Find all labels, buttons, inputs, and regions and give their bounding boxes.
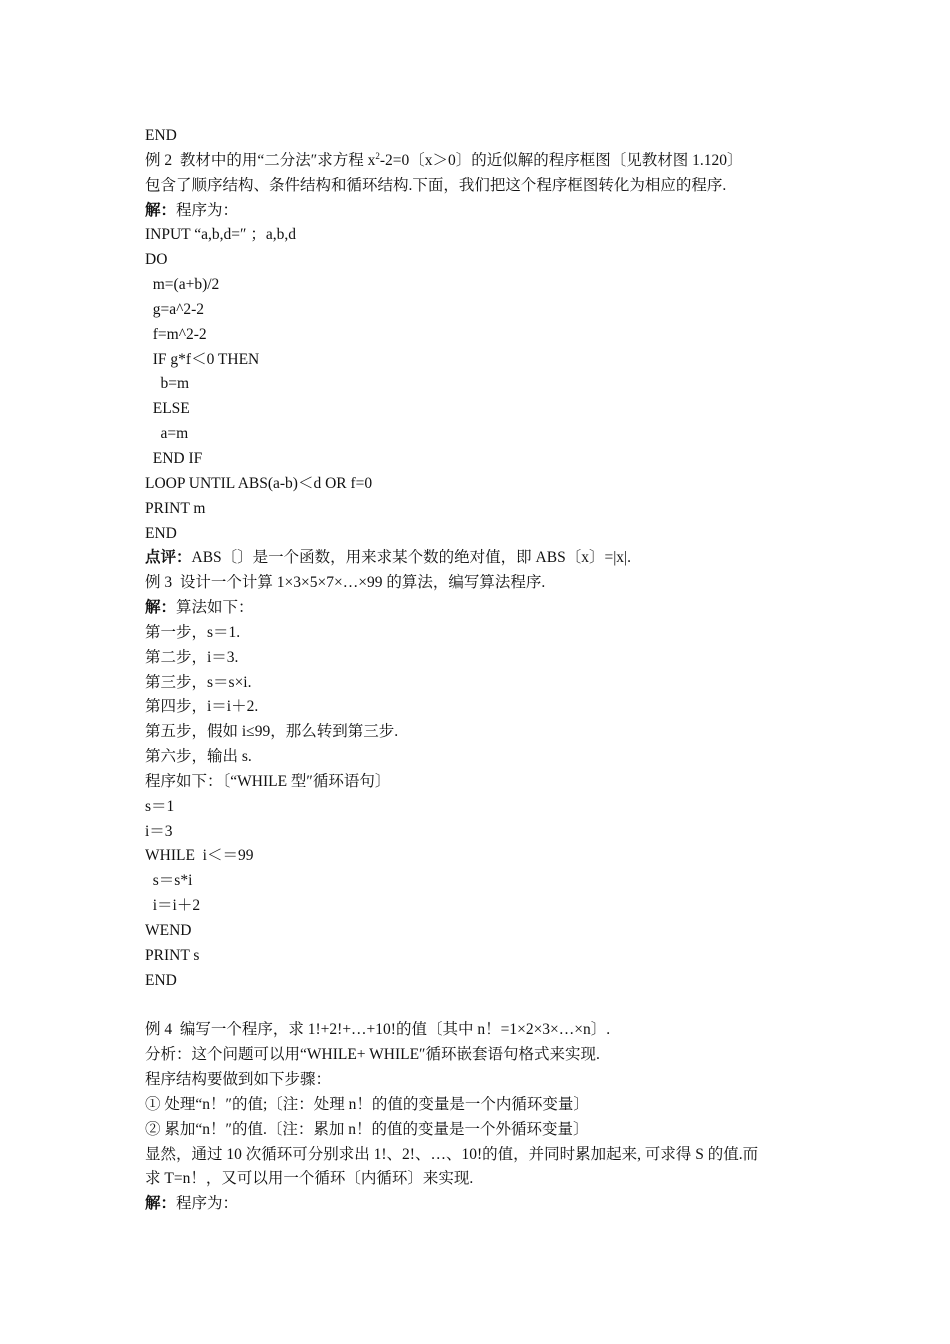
paragraph: 程序结构要做到如下步骤： [145, 1071, 332, 1089]
code-line: END [145, 524, 177, 542]
paragraph: 显然，通过 10 次循环可分别求出 1!、2!、…、10!的值，并同时累加起来, 可求得 S 的值.而 [145, 1145, 759, 1163]
comment-label: 点评： [145, 549, 192, 567]
code-line: PRINT m [145, 499, 206, 517]
solution-label: 解： [145, 201, 177, 219]
code-line: g=a^2-2 [145, 300, 205, 318]
algorithm-step: 第五步，假如 i≤99，那么转到第三步. [145, 723, 399, 741]
text-run: 程序为： [176, 1195, 239, 1213]
code-line: ELSE [145, 400, 190, 418]
code-line: WEND [145, 922, 192, 939]
code-line: END [145, 971, 177, 989]
code-line: DO [145, 251, 168, 269]
solution-label: 解： [145, 1195, 177, 1213]
solution-label-line [145, 596, 815, 621]
blank-line [145, 994, 815, 1019]
algorithm-step: 第三步，s＝s×i. [145, 673, 252, 691]
example-4-title: 例 4 编写一个程序，求 1!+2!+…+10!的值〔其中 n！=1×2×3×…×n〕. [145, 1021, 611, 1039]
code-line: f=m^2-2 [145, 325, 207, 343]
code-line: WHILE i＜＝99 [145, 847, 254, 865]
algorithm-step: 第六步，输出 s. [145, 748, 252, 766]
code-line: s＝1 [145, 797, 175, 815]
code-line: LOOP UNTIL ABS(a-b)＜d OR f=0 [145, 474, 373, 492]
code-line: END [145, 127, 177, 144]
code-line: i＝3 [145, 822, 173, 840]
code-line: PRINT s [145, 946, 200, 964]
paragraph: 求 T=n！，又可以用一个循环〔内循环〕来实现. [145, 1170, 474, 1188]
text-run: 例 2 教材中的用“二分法″求方程 x [145, 151, 376, 169]
code-line: END IF [145, 449, 203, 467]
code-line: b=m [145, 375, 190, 393]
solution-label-line [145, 1192, 815, 1217]
algorithm-step: 第一步，s＝1. [145, 623, 241, 641]
algorithm-step: 第四步，i＝i＋2. [145, 698, 259, 716]
superscript: 2 [375, 150, 380, 161]
document-body [145, 124, 815, 1217]
code-line: m=(a+b)/2 [145, 276, 220, 294]
list-item: ② 累加“n！″的值.〔注：累加 n！的值的变量是一个外循环变量〕 [145, 1120, 589, 1138]
paragraph: 分析：这个问题可以用“WHILE+ WHILE″循环嵌套语句格式来实现. [145, 1046, 600, 1064]
example-3-title: 例 3 设计一个计算 1×3×5×7×…×99 的算法，编写算法程序. [145, 574, 546, 592]
paragraph: 包含了顺序结构、条件结构和循环结构.下面，我们把这个程序框图转化为相应的程序. [145, 176, 727, 194]
text-run: -2=0〔x＞0〕的近似解的程序框图〔见教材图 1.120〕 [379, 151, 743, 169]
example-2-title [145, 149, 815, 174]
comment-line [145, 546, 815, 571]
list-item: ① 处理“n！″的值;〔注：处理 n！的值的变量是一个内循环变量〕 [145, 1095, 589, 1113]
code-line: INPUT “a,b,d=″ ；a,b,d [145, 226, 296, 244]
code-line: i＝i＋2 [145, 897, 201, 915]
text-run: ABS〔〕是一个函数，用来求某个数的绝对值，即 ABS〔x〕=|x|. [191, 549, 632, 567]
solution-label: 解： [145, 599, 177, 617]
paragraph: 程序如下：〔“WHILE 型″循环语句〕 [145, 772, 391, 790]
text-run: 程序为： [176, 201, 239, 219]
code-line: IF g*f＜0 THEN [145, 350, 260, 368]
text-run: 算法如下： [176, 599, 254, 617]
code-line: a=m [145, 425, 189, 443]
algorithm-step: 第二步，i＝3. [145, 648, 239, 666]
code-line: s＝s*i [145, 872, 193, 890]
solution-label-line [145, 199, 815, 224]
